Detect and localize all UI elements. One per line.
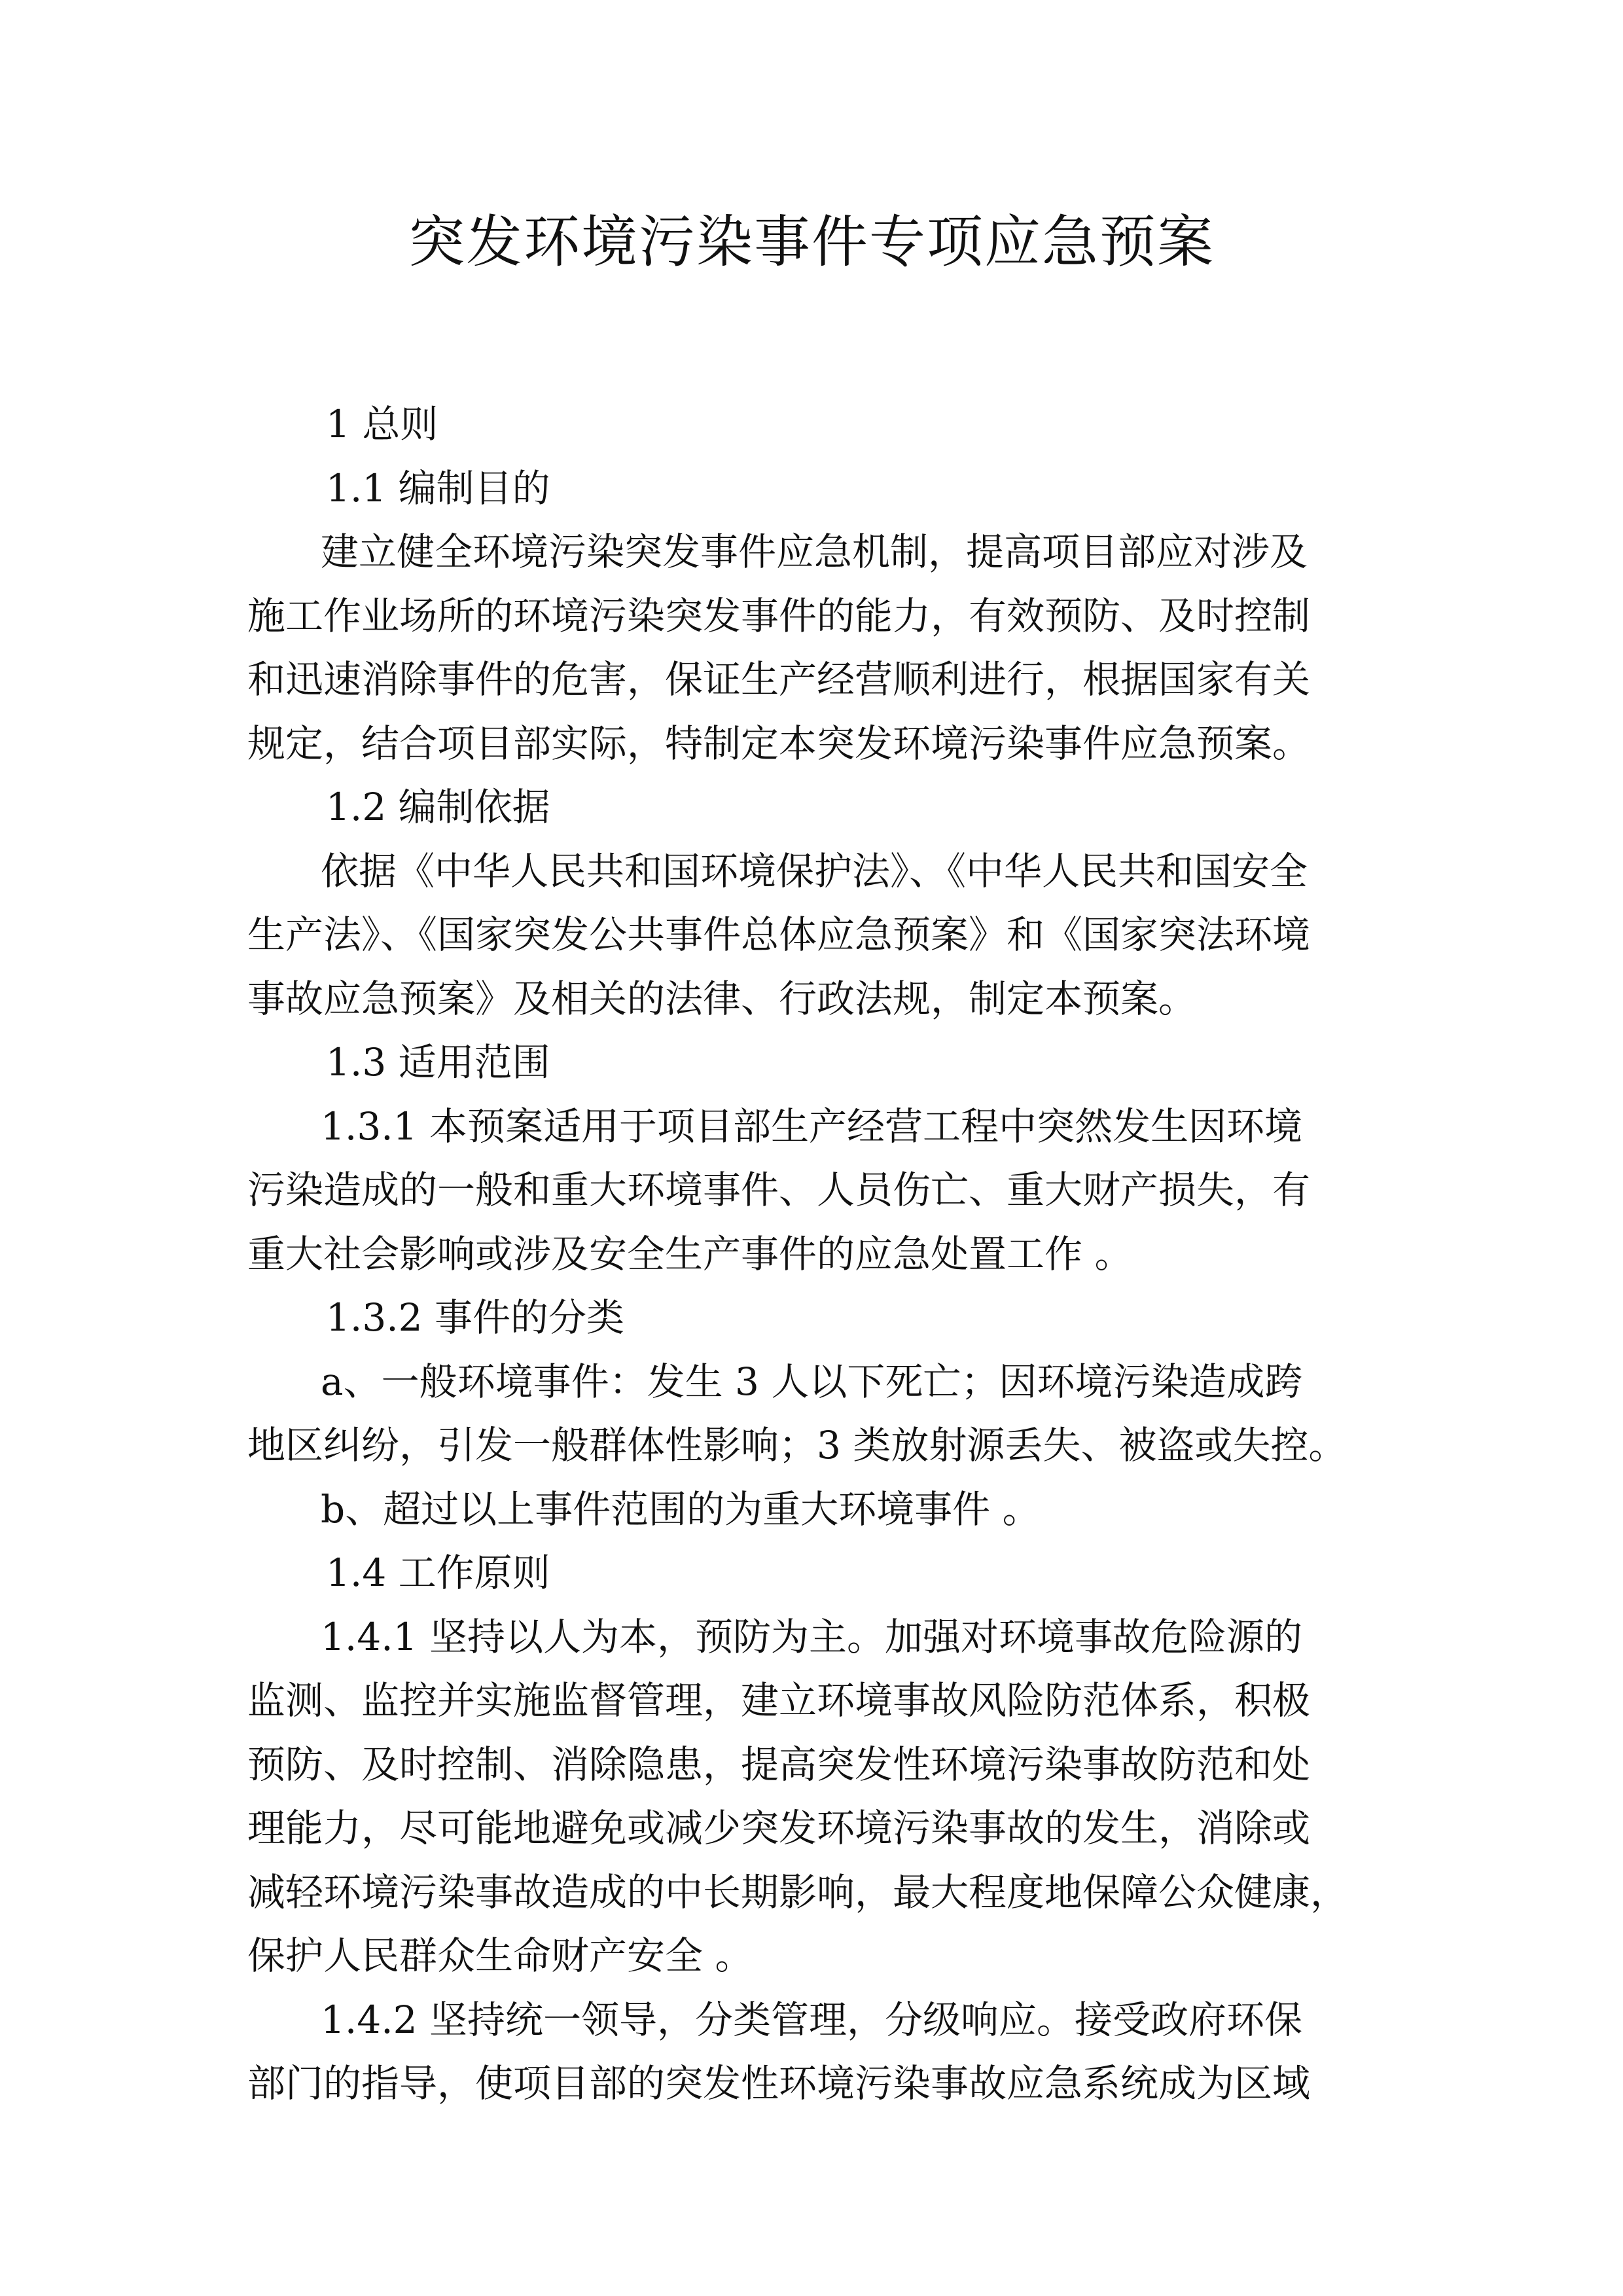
- paragraph-line: 保护人民群众生命财产安全 。: [247, 1933, 753, 1978]
- paragraph-line: 预防、及时控制、消除隐患，提高突发性环境污染事故防范和处: [247, 1742, 1311, 1787]
- paragraph-line: 监测、监控并实施监督管理，建立环境事故风险防范体系，积极: [247, 1678, 1311, 1723]
- paragraph-line: 事故应急预案》及相关的法律、行政法规，制定本预案。: [247, 976, 1197, 1021]
- paragraph-line: 理能力，尽可能地避免或减少突发环境污染事故的发生，消除或: [247, 1806, 1311, 1850]
- paragraph-line: 地区纠纷，引发一般群体性影响；3 类放射源丢失、被盗或失控。: [247, 1423, 1347, 1467]
- paragraph-line: 施工作业场所的环境污染突发事件的能力，有效预防、及时控制: [247, 593, 1311, 638]
- section-heading: 1.3 适用范围: [326, 1040, 550, 1085]
- section-heading: 1.2 编制依据: [326, 785, 550, 829]
- document-body: [247, 393, 1373, 2116]
- paragraph-line: 1.3.1 本预案适用于项目部生产经营工程中突然发生因环境: [321, 1103, 1303, 1149]
- paragraph-line: 和迅速消除事件的危害，保证生产经营顺利进行，根据国家有关: [247, 657, 1311, 702]
- paragraph-line: b、超过以上事件范围的为重大环境事件 。: [321, 1486, 1041, 1532]
- section-heading: 1.3.2 事件的分类: [326, 1295, 625, 1340]
- document-title: 突发环境污染事件专项应急预案: [408, 209, 1215, 275]
- paragraph-line: 减轻环境污染事故造成的中长期影响，最大程度地保障公众健康，: [247, 1869, 1349, 1914]
- paragraph-line: 建立健全环境污染突发事件应急机制，提高项目部应对涉及: [321, 529, 1308, 574]
- paragraph-line: 生产法》、《国家突发公共事件总体应急预案》和《国家突法环境: [247, 912, 1311, 957]
- section-heading: 1 总则: [326, 402, 438, 446]
- section-heading: 1.1 编制目的: [326, 465, 550, 511]
- paragraph-line: 部门的指导，使项目部的突发性环境污染事故应急系统成为区域: [247, 2061, 1311, 2106]
- paragraph-line: 1.4.1 坚持以人为本，预防为主。加强对环境事故危险源的: [321, 1614, 1303, 1659]
- paragraph-line: a、一般环境事件：发生 3 人以下死亡；因环境污染造成跨: [321, 1359, 1303, 1404]
- paragraph-line: 规定，结合项目部实际，特制定本突发环境污染事件应急预案。: [247, 721, 1311, 766]
- paragraph-line: 依据《中华人民共和国环境保护法》、《中华人民共和国安全: [321, 848, 1308, 893]
- paragraph-line: 重大社会影响或涉及安全生产事件的应急处置工作 。: [247, 1231, 1133, 1276]
- paragraph-line: 污染造成的一般和重大环境事件、人员伤亡、重大财产损失，有: [247, 1168, 1311, 1212]
- paragraph-line: 1.4.2 坚持统一领导，分类管理，分级响应。接受政府环保: [321, 1997, 1303, 2042]
- section-heading: 1.4 工作原则: [326, 1551, 550, 1595]
